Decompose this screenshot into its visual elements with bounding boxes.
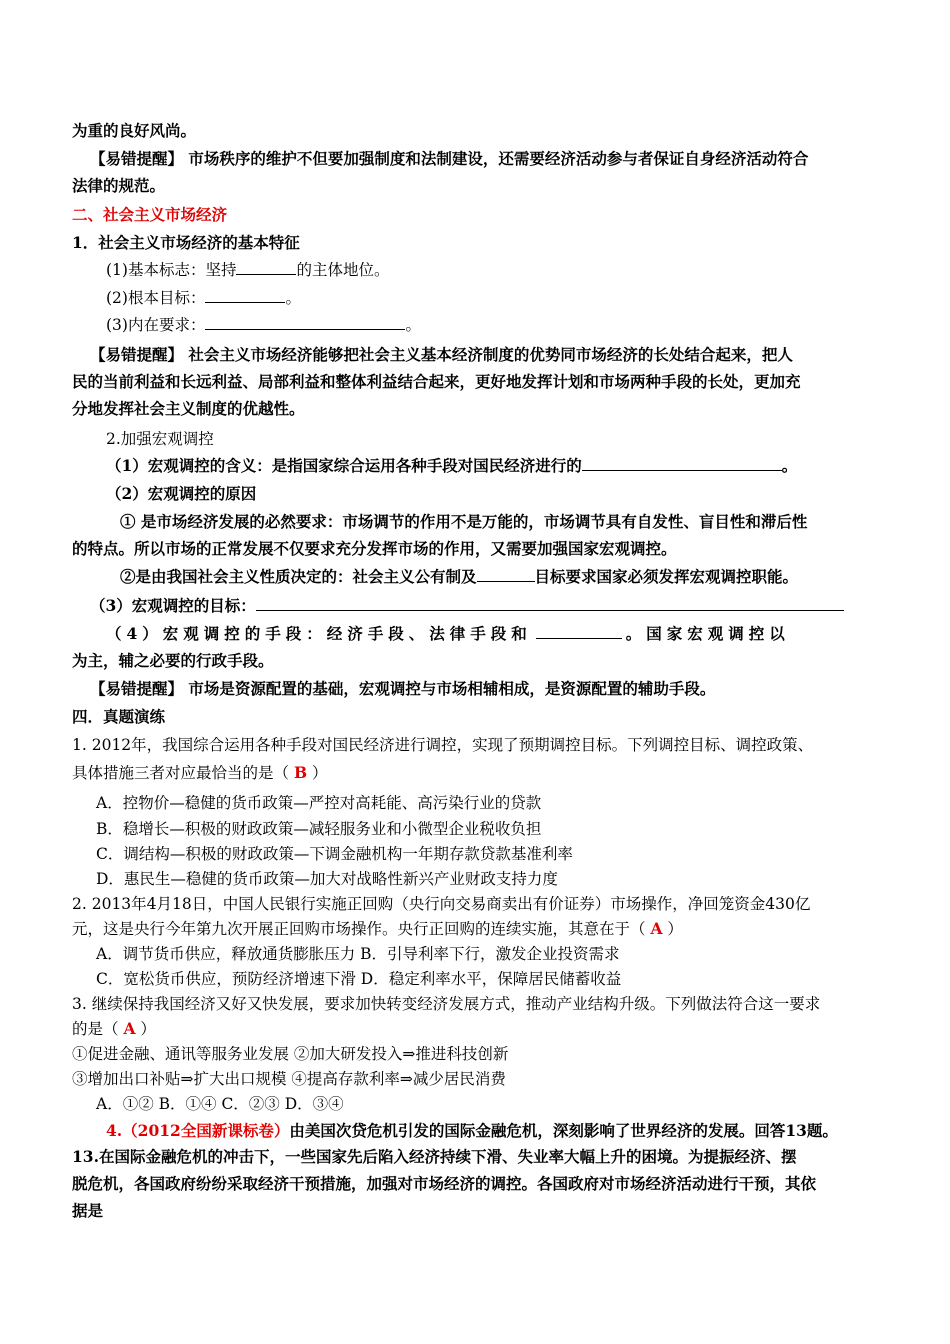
tip-text: 市场是资源配置的基础，宏观调控与市场相辅相成，是资源配置的辅助手段。 — [188, 679, 716, 698]
fill-in-item: (3)内在要求： 。 — [106, 316, 421, 334]
answer-blank[interactable] — [582, 455, 782, 471]
tip-tag: 【易错提醒】 — [90, 149, 184, 168]
question-line: 脱危机，各国政府纷纷采取经济干预措施，加强对市场经济的调控。各国政府对市场经济活动进行干预，其依 — [72, 1174, 817, 1193]
paragraph-line: 分地发挥社会主义制度的优越性。 — [72, 399, 305, 418]
question-source: 4.（2012全国新课标卷） — [106, 1121, 290, 1140]
section-heading: 二、社会主义市场经济 — [72, 205, 228, 224]
question-line: 2. 2013年4月18日，中国人民银行实施正回购（央行向交易商卖出有价证券）市场操作，净回笼资金430亿 — [72, 895, 811, 913]
paragraph-line: 法律的规范。 — [72, 176, 166, 195]
option-line: D．惠民生—稳健的货币政策—加大对战略性新兴产业财政支持力度 — [96, 870, 558, 888]
option-line: C．调结构—积极的财政政策—下调金融机构一年期存款贷款基准利率 — [96, 845, 573, 863]
statement-line: ③增加出口补贴⇒扩大出口规模 ④提高存款利率⇒减少居民消费 — [72, 1070, 506, 1088]
fill-in-item: （3）宏观调控的目标： — [90, 595, 844, 617]
item-title: 2.加强宏观调控 — [106, 430, 214, 448]
error-tip — [90, 678, 715, 700]
answer-key: B — [293, 763, 308, 782]
reason-line: 的特点。所以市场的正常发展不仅要求充分发挥市场的作用，又需要加强国家宏观调控。 — [72, 539, 677, 558]
tip-text: 社会主义市场经济能够把社会主义基本经济制度的优势同市场经济的长处结合起来，把人 — [188, 345, 793, 364]
statement-line: ①促进金融、通讯等服务业发展 ②加大研发投入⇒推进科技创新 — [72, 1045, 509, 1063]
tip-text: 市场秩序的维护不但要加强制度和法制建设，还需要经济活动参与者保证自身经济活动符合 — [188, 149, 809, 168]
fill-in-item: (1)基本标志：坚持 的主体地位。 — [106, 261, 390, 279]
error-tip — [90, 344, 876, 366]
item-title: （2）宏观调控的原因 — [106, 484, 257, 503]
question-line: 4.（2012全国新课标卷）由美国次贷危机引发的国际金融危机，深刻影响了世界经济的发展。回答13题。 — [106, 1121, 838, 1140]
answer-blank[interactable] — [205, 287, 285, 303]
reason-line: ① 是市场经济发展的必然要求：市场调节的作用不是万能的，市场调节具有自发性、盲目性和滞后性 — [120, 512, 808, 531]
answer-blank[interactable] — [256, 595, 844, 611]
paragraph-line: 为主，辅之必要的行政手段。 — [72, 651, 274, 670]
answer-blank[interactable] — [477, 566, 535, 582]
question-line: 据是 — [72, 1201, 104, 1220]
option-line: A．①② B．①④ C．②③ D．③④ — [96, 1095, 344, 1113]
section-heading: 四．真题演练 — [72, 707, 166, 726]
fill-in-item: (2)根本目标： 。 — [106, 289, 301, 307]
answer-blank[interactable] — [205, 314, 405, 330]
question-line: 的是（ A ） — [72, 1019, 156, 1038]
question-line: 元，这是央行今年第九次开展正回购市场操作。央行正回购的连续实施，其意在于（ A ） — [72, 919, 683, 938]
paragraph-line: 民的当前利益和长远利益、局部利益和整体利益结合起来，更好地发挥计划和市场两种手段的长处，更加充 — [72, 372, 801, 391]
tip-tag: 【易错提醒】 — [90, 679, 184, 698]
tip-tag: 【易错提醒】 — [90, 345, 184, 364]
item-title: 1．社会主义市场经济的基本特征 — [72, 233, 300, 252]
fill-in-item: （1）宏观调控的含义：是指国家综合运用各种手段对国民经济进行的 。 — [106, 456, 798, 475]
answer-key: A — [650, 919, 663, 938]
error-tip — [90, 148, 876, 170]
question-line: 具体措施三者对应最恰当的是（ B ） — [72, 763, 328, 782]
option-line: B．稳增长—积极的财政政策—减轻服务业和小微型企业税收负担 — [96, 820, 542, 838]
option-line: A．控物价—稳健的货币政策—严控对高耗能、高污染行业的贷款 — [96, 794, 542, 812]
option-line: A．调节货币供应，释放通货膨胀压力 B．引导利率下行，激发企业投资需求 — [96, 945, 620, 963]
option-line: C．宽松货币供应，预防经济增速下滑 D．稳定利率水平，保障居民储蓄收益 — [96, 970, 622, 988]
question-line: 13.在国际金融危机的冲击下，一些国家先后陷入经济持续下滑、失业率大幅上升的困境。为提振经济、摆 — [72, 1147, 797, 1166]
answer-key: A — [123, 1019, 136, 1038]
paragraph-line: 为重的良好风尚。 — [72, 121, 197, 140]
fill-in-item: （4）宏观调控的手段：经济手段、法律手段和 。国家宏观调控以 — [106, 624, 790, 643]
answer-blank[interactable] — [236, 259, 296, 275]
question-line: 1. 2012年，我国综合运用各种手段对国民经济进行调控，实现了预期调控目标。下列调控目标、调控政策、 — [72, 736, 814, 754]
question-line: 3. 继续保持我国经济又好又快发展，要求加快转变经济发展方式，推动产业结构升级。下列做法符合这一要求 — [72, 995, 821, 1013]
answer-blank[interactable] — [536, 623, 622, 639]
fill-in-item: ②是由我国社会主义性质决定的：社会主义公有制及 目标要求国家必须发挥宏观调控职能。 — [120, 567, 799, 586]
